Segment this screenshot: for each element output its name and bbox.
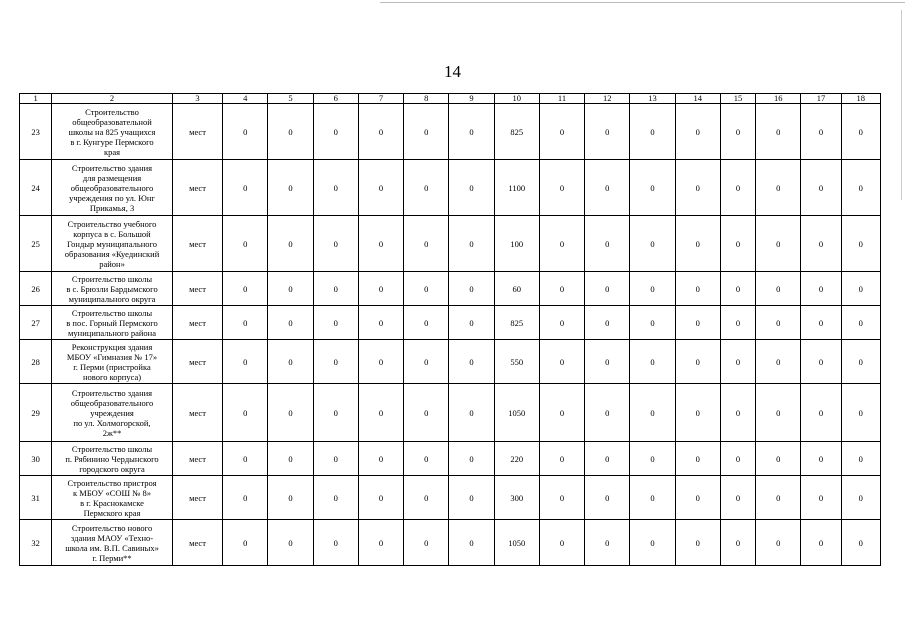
row-value: 0 [630, 384, 675, 442]
row-value: 0 [756, 272, 801, 306]
column-header: 5 [268, 94, 313, 104]
row-description [52, 442, 173, 476]
row-number: 32 [20, 520, 52, 566]
description-line: Строительство здания [71, 387, 153, 398]
row-value: 0 [801, 216, 841, 272]
row-value: 0 [449, 476, 494, 520]
row-value: 0 [539, 306, 584, 340]
table-row [20, 216, 881, 272]
description-line: городского округа [79, 463, 145, 474]
row-value: 0 [756, 384, 801, 442]
row-unit: мест [172, 216, 222, 272]
row-value: 0 [539, 160, 584, 216]
row-unit: мест [172, 442, 222, 476]
row-unit: мест [172, 272, 222, 306]
row-value: 0 [449, 442, 494, 476]
column-header: 16 [756, 94, 801, 104]
row-number: 30 [20, 442, 52, 476]
row-value: 0 [630, 306, 675, 340]
description-line: в пос. Горный Пермского [66, 317, 158, 328]
row-value: 0 [585, 272, 630, 306]
description-line: Строительство школы [71, 443, 153, 454]
row-value: 0 [841, 384, 880, 442]
row-value: 0 [585, 160, 630, 216]
table-row [20, 272, 881, 306]
row-value: 0 [539, 272, 584, 306]
description-line: муниципального округа [68, 293, 156, 304]
row-value: 0 [756, 520, 801, 566]
row-value: 100 [494, 216, 539, 272]
description-line: Строительство нового [71, 522, 153, 533]
table-row [20, 340, 881, 384]
row-description [52, 306, 173, 340]
row-value: 0 [630, 340, 675, 384]
row-description [52, 476, 173, 520]
row-value: 0 [404, 340, 449, 384]
row-value: 0 [313, 104, 358, 160]
table-body [20, 94, 881, 566]
column-header: 17 [801, 94, 841, 104]
row-description [52, 104, 173, 160]
description-line: Строительство школы [71, 307, 153, 318]
description-line: общеобразовательного [70, 182, 154, 193]
row-value: 0 [801, 104, 841, 160]
row-value: 0 [585, 384, 630, 442]
row-value: 0 [223, 384, 268, 442]
row-value: 0 [720, 520, 755, 566]
column-header: 2 [52, 94, 173, 104]
row-number: 24 [20, 160, 52, 216]
row-value: 0 [841, 104, 880, 160]
row-value: 0 [539, 216, 584, 272]
row-value: 0 [268, 216, 313, 272]
row-value: 0 [223, 272, 268, 306]
row-number: 25 [20, 216, 52, 272]
row-value: 0 [675, 384, 720, 442]
row-value: 0 [756, 104, 801, 160]
row-value: 0 [539, 340, 584, 384]
description-line: Пермского края [83, 507, 141, 518]
row-value: 0 [720, 306, 755, 340]
row-value: 0 [268, 384, 313, 442]
row-value: 220 [494, 442, 539, 476]
row-value: 825 [494, 306, 539, 340]
row-value: 0 [223, 476, 268, 520]
row-value: 550 [494, 340, 539, 384]
row-value: 0 [630, 160, 675, 216]
description-line: общеобразовательного [70, 397, 154, 408]
row-value: 0 [585, 520, 630, 566]
description-line: здания МАОУ «Техно- [70, 532, 154, 543]
row-value: 0 [358, 340, 403, 384]
row-value: 0 [585, 476, 630, 520]
row-description [52, 520, 173, 566]
column-header: 9 [449, 94, 494, 104]
row-value: 0 [585, 104, 630, 160]
row-value: 0 [675, 160, 720, 216]
row-value: 0 [358, 160, 403, 216]
row-description [52, 384, 173, 442]
column-header: 4 [223, 94, 268, 104]
row-value: 0 [539, 520, 584, 566]
row-value: 0 [675, 520, 720, 566]
row-value: 0 [268, 306, 313, 340]
row-value: 0 [841, 216, 880, 272]
row-value: 0 [313, 160, 358, 216]
row-value: 0 [585, 216, 630, 272]
row-value: 0 [268, 160, 313, 216]
row-value: 0 [720, 272, 755, 306]
description-line: в г. Краснокамске [80, 497, 144, 508]
row-number: 27 [20, 306, 52, 340]
row-value: 0 [223, 160, 268, 216]
row-value: 0 [223, 104, 268, 160]
row-unit: мест [172, 476, 222, 520]
row-value: 0 [223, 520, 268, 566]
row-value: 0 [358, 476, 403, 520]
description-line: Строительство [85, 106, 139, 117]
row-value: 1050 [494, 520, 539, 566]
row-value: 0 [313, 306, 358, 340]
description-line: муниципального района [68, 327, 156, 338]
row-value: 0 [404, 384, 449, 442]
row-value: 0 [268, 272, 313, 306]
row-value: 0 [841, 476, 880, 520]
description-line: для размещения [82, 172, 142, 183]
row-value: 0 [801, 476, 841, 520]
row-value: 0 [404, 160, 449, 216]
description-line: Строительство школы [71, 273, 153, 284]
description-line: Строительство пристроя [67, 477, 157, 488]
description-line: МБОУ «Гимназия № 17» [66, 351, 158, 362]
row-value: 0 [268, 442, 313, 476]
row-value: 0 [756, 442, 801, 476]
column-header: 11 [539, 94, 584, 104]
row-value: 825 [494, 104, 539, 160]
row-description [52, 216, 173, 272]
table-row [20, 476, 881, 520]
row-value: 0 [223, 306, 268, 340]
row-value: 0 [801, 306, 841, 340]
row-value: 0 [449, 216, 494, 272]
row-value: 0 [756, 340, 801, 384]
row-value: 0 [801, 442, 841, 476]
row-value: 0 [801, 272, 841, 306]
description-line: в с. Брюзли Бардымского [66, 283, 158, 294]
row-value: 0 [268, 340, 313, 384]
scan-edge-right [901, 10, 902, 200]
table-row [20, 104, 881, 160]
row-value: 0 [358, 442, 403, 476]
row-value: 0 [630, 442, 675, 476]
description-line: Строительство учебного [67, 218, 157, 229]
column-header: 14 [675, 94, 720, 104]
row-value: 0 [756, 160, 801, 216]
row-description [52, 272, 173, 306]
row-value: 0 [801, 384, 841, 442]
row-value: 0 [404, 476, 449, 520]
row-unit: мест [172, 160, 222, 216]
description-line: г. Перми** [92, 552, 132, 563]
row-value: 0 [756, 306, 801, 340]
table-row [20, 384, 881, 442]
description-line: школы на 825 учащихся [68, 126, 156, 137]
row-value: 0 [268, 104, 313, 160]
description-line: Строительство здания [71, 162, 153, 173]
row-value: 0 [358, 520, 403, 566]
row-value: 0 [358, 384, 403, 442]
row-value: 0 [675, 216, 720, 272]
row-value: 0 [630, 476, 675, 520]
row-value: 0 [585, 442, 630, 476]
description-line: корпуса в с. Большой [73, 228, 151, 239]
column-header: 10 [494, 94, 539, 104]
row-value: 0 [630, 272, 675, 306]
description-line: в г. Кунгуре Пермского [70, 136, 154, 147]
description-line: к МБОУ «СОШ № 8» [73, 487, 151, 498]
row-value: 0 [313, 520, 358, 566]
row-value: 0 [675, 306, 720, 340]
row-value: 0 [539, 384, 584, 442]
row-value: 0 [720, 340, 755, 384]
description-line: Реконструкция здания [71, 341, 153, 352]
row-unit: мест [172, 306, 222, 340]
description-line: по ул. Холмогорской, [73, 417, 151, 428]
description-line: образования «Куединский [64, 248, 160, 259]
column-header: 15 [720, 94, 755, 104]
row-value: 0 [720, 216, 755, 272]
column-header: 3 [172, 94, 222, 104]
row-value: 0 [841, 306, 880, 340]
row-value: 1050 [494, 384, 539, 442]
row-unit: мест [172, 384, 222, 442]
row-value: 0 [841, 520, 880, 566]
row-value: 0 [675, 104, 720, 160]
row-value: 0 [585, 340, 630, 384]
row-value: 0 [449, 384, 494, 442]
row-value: 0 [449, 520, 494, 566]
row-value: 0 [630, 216, 675, 272]
column-header: 7 [358, 94, 403, 104]
description-line: нового корпуса) [82, 371, 142, 382]
column-header: 13 [630, 94, 675, 104]
row-value: 0 [841, 272, 880, 306]
row-value: 0 [801, 520, 841, 566]
row-value: 0 [841, 340, 880, 384]
description-line: учреждения [90, 407, 134, 418]
row-value: 0 [404, 442, 449, 476]
column-header: 8 [404, 94, 449, 104]
row-value: 0 [756, 476, 801, 520]
description-line: учреждения по ул. Юнг [69, 192, 155, 203]
row-value: 0 [313, 442, 358, 476]
table-row [20, 306, 881, 340]
row-value: 0 [313, 216, 358, 272]
row-value: 0 [268, 520, 313, 566]
row-value: 0 [449, 160, 494, 216]
row-value: 0 [539, 104, 584, 160]
description-line: 2ж** [102, 427, 122, 438]
row-value: 0 [404, 104, 449, 160]
row-number: 23 [20, 104, 52, 160]
row-value: 0 [358, 216, 403, 272]
row-value: 0 [404, 272, 449, 306]
row-value: 0 [358, 272, 403, 306]
table-header-row [20, 94, 881, 104]
row-value: 0 [268, 476, 313, 520]
row-value: 0 [675, 272, 720, 306]
row-value: 0 [720, 104, 755, 160]
row-value: 0 [358, 306, 403, 340]
row-value: 0 [675, 340, 720, 384]
row-value: 0 [539, 442, 584, 476]
row-value: 0 [720, 476, 755, 520]
row-unit: мест [172, 520, 222, 566]
row-number: 29 [20, 384, 52, 442]
page-number: 14 [444, 62, 461, 81]
row-value: 0 [720, 442, 755, 476]
row-value: 0 [675, 442, 720, 476]
description-line: г. Перми (пристройка [73, 361, 151, 372]
row-value: 0 [404, 216, 449, 272]
row-value: 0 [404, 520, 449, 566]
row-value: 0 [223, 340, 268, 384]
row-value: 0 [404, 306, 449, 340]
column-header: 12 [585, 94, 630, 104]
row-number: 28 [20, 340, 52, 384]
row-number: 31 [20, 476, 52, 520]
table-row [20, 442, 881, 476]
row-unit: мест [172, 104, 222, 160]
row-value: 0 [630, 520, 675, 566]
row-value: 0 [449, 306, 494, 340]
row-value: 0 [720, 160, 755, 216]
row-value: 0 [841, 442, 880, 476]
row-description [52, 340, 173, 384]
description-line: края [103, 146, 121, 157]
description-line: школа им. В.П. Савиных» [65, 542, 159, 553]
table-row [20, 160, 881, 216]
data-table [19, 93, 881, 566]
row-value: 0 [449, 272, 494, 306]
table-row [20, 520, 881, 566]
row-number: 26 [20, 272, 52, 306]
row-value: 0 [720, 384, 755, 442]
description-line: район» [99, 258, 125, 269]
row-value: 0 [223, 216, 268, 272]
row-value: 0 [358, 104, 403, 160]
description-line: общеобразовательной [72, 116, 152, 127]
row-description [52, 160, 173, 216]
row-value: 0 [585, 306, 630, 340]
row-value: 0 [313, 340, 358, 384]
row-value: 0 [675, 476, 720, 520]
row-value: 0 [756, 216, 801, 272]
row-value: 0 [449, 340, 494, 384]
row-value: 0 [539, 476, 584, 520]
row-value: 0 [630, 104, 675, 160]
row-value: 0 [801, 340, 841, 384]
row-value: 0 [313, 272, 358, 306]
row-value: 1100 [494, 160, 539, 216]
row-value: 60 [494, 272, 539, 306]
column-header: 18 [841, 94, 880, 104]
row-value: 300 [494, 476, 539, 520]
column-header: 1 [20, 94, 52, 104]
description-line: п. Рябинино Чердынского [65, 453, 159, 464]
row-unit: мест [172, 340, 222, 384]
scan-edge-top [380, 2, 905, 3]
description-line: Гондыр муниципального [66, 238, 158, 249]
description-line: Прикамья, 3 [89, 202, 135, 213]
column-header: 6 [313, 94, 358, 104]
row-value: 0 [449, 104, 494, 160]
row-value: 0 [313, 476, 358, 520]
row-value: 0 [313, 384, 358, 442]
row-value: 0 [841, 160, 880, 216]
row-value: 0 [223, 442, 268, 476]
row-value: 0 [801, 160, 841, 216]
